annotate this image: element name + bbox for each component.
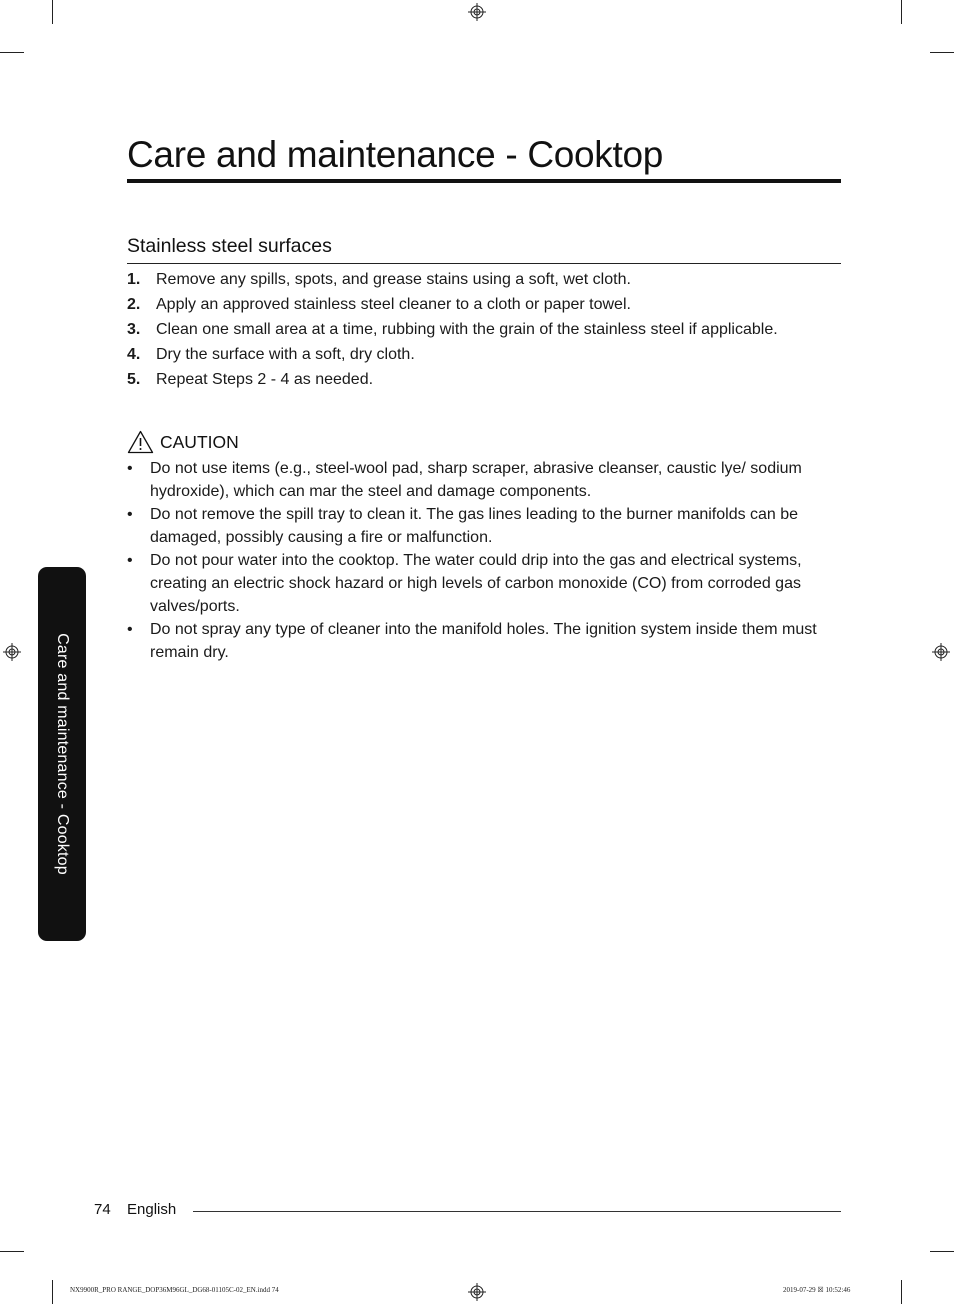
registration-mark-icon (3, 643, 21, 661)
step-item (127, 318, 817, 341)
step-text: Apply an approved stainless steel cleaner to a cloth or paper towel. (156, 296, 631, 313)
step-text: Remove any spills, spots, and grease stains using a soft, wet cloth. (156, 271, 631, 288)
step-text: Dry the surface with a soft, dry cloth. (156, 346, 415, 363)
step-number: 3. (127, 321, 141, 338)
bullet-point: • (127, 460, 133, 477)
step-number: 4. (127, 346, 141, 363)
page-number: 74 (94, 1201, 111, 1218)
footer-rule (193, 1211, 841, 1212)
caution-text: Do not use items (e.g., steel-wool pad, sharp scraper, abrasive cleanser, caustic lye/ sodium hydroxide), which can mar the steel and damage components. (150, 460, 802, 500)
caution-item (127, 549, 841, 618)
caution-item (127, 457, 841, 503)
step-number: 5. (127, 371, 141, 388)
crop-mark (930, 52, 954, 53)
step-item (127, 293, 817, 316)
steps-list (127, 268, 817, 393)
step-number: 2. (127, 296, 141, 313)
caution-item (127, 618, 841, 664)
caution-label: CAUTION (160, 431, 239, 452)
crop-mark (930, 1251, 954, 1252)
chapter-side-tab (38, 567, 86, 941)
crop-mark (0, 52, 24, 53)
step-item (127, 368, 817, 391)
registration-mark-icon (932, 643, 950, 661)
caution-text: Do not spray any type of cleaner into the manifold holes. The ignition system inside them must remain dry. (150, 621, 817, 661)
section-heading: Stainless steel surfaces (127, 235, 332, 257)
print-slug-filename: NX9900R_PRO RANGE_DOP36M96GL_DG68-01105C-02_EN.indd 74 (70, 1286, 279, 1294)
page-title: Care and maintenance - Cooktop (127, 134, 664, 175)
crop-mark (52, 1280, 53, 1304)
caution-text: Do not pour water into the cooktop. The water could drip into the gas and electrical systems, creating an electric shock hazard or high levels of carbon monoxide (CO) from corroded gas valves/ports. (150, 552, 802, 615)
crop-mark (52, 0, 53, 24)
step-number: 1. (127, 271, 141, 288)
step-item (127, 343, 817, 366)
caution-item (127, 503, 841, 549)
caution-text: Do not remove the spill tray to clean it. The gas lines leading to the burner manifolds can be damaged, possibly causing a fire or malfunction. (150, 506, 799, 546)
crop-mark (0, 1251, 24, 1252)
section-underline (127, 263, 841, 264)
step-text: Clean one small area at a time, rubbing with the grain of the stainless steel if applicable. (156, 321, 778, 338)
print-slug-timestamp: 2019-07-29 ☒ 10:52:46 (783, 1286, 851, 1294)
bullet-point: • (127, 506, 133, 523)
registration-mark-icon (468, 3, 486, 21)
footer-language: English (127, 1201, 177, 1218)
step-text: Repeat Steps 2 - 4 as needed. (156, 371, 374, 388)
registration-mark-icon (468, 1283, 486, 1301)
caution-list (127, 457, 841, 664)
step-item (127, 268, 817, 291)
caution-header (127, 429, 239, 455)
warning-triangle-icon (127, 430, 154, 454)
bullet-point: • (127, 552, 133, 569)
bullet-point: • (127, 621, 133, 638)
chapter-side-tab-label: Care and maintenance - Cooktop (54, 633, 71, 875)
crop-mark (901, 1280, 902, 1304)
crop-mark (901, 0, 902, 24)
title-underline (127, 179, 841, 183)
